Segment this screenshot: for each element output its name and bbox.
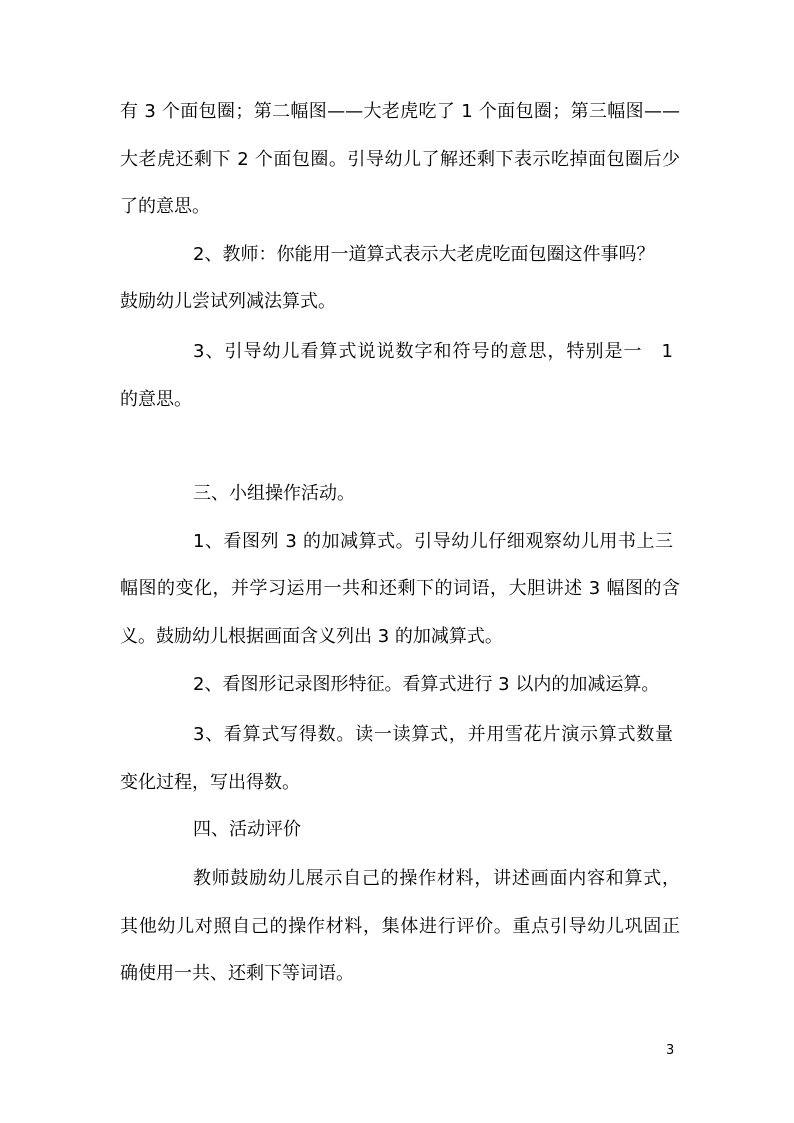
text-line: 义。鼓励幼儿根据画面含义列出 3 的加减算式。 (120, 626, 503, 647)
text-line: 2、看图形记录图形特征。看算式进行 3 以内的加减运算。 (193, 674, 660, 695)
text-line: 2、教师：你能用一道算式表示大老虎吃面包圈这件事吗？ (193, 244, 655, 265)
text-line: 确使用一共、还剩下等词语。 (120, 963, 354, 984)
text-line: 有 3 个面包圈；第二幅图——大老虎吃了 1 个面包圈；第三幅图—— (120, 101, 680, 122)
text-line: 1、看图列 3 的加减算式。引导幼儿仔细观察幼儿用书上三 (193, 531, 673, 552)
text-line: 3、看算式写得数。读一读算式，并用雪花片演示算式数量 (193, 724, 673, 745)
page-number: 3 (666, 1043, 675, 1058)
text-line: 变化过程，写出得数。 (120, 772, 300, 793)
section-heading: 四、活动评价 (193, 819, 301, 840)
text-line: 幅图的变化，并学习运用一共和还剩下的词语，大胆讲述 3 幅图的含 (120, 578, 680, 599)
text-line: 大老虎还剩下 2 个面包圈。引导幼儿了解还剩下表示吃掉面包圈后少 (120, 149, 680, 170)
text-line: 了的意思。 (120, 196, 210, 217)
text-line: 的意思。 (120, 389, 192, 410)
text-line: 教师鼓励幼儿展示自己的操作材料，讲述画面内容和算式， (193, 868, 680, 889)
text-line: 3、引导幼儿看算式说说数字和符号的意思，特别是一 1 (193, 341, 673, 362)
text-line: 其他幼儿对照自己的操作材料，集体进行评价。重点引导幼儿巩固正 (120, 916, 680, 937)
text-line: 鼓励幼儿尝试列减法算式。 (120, 291, 336, 312)
section-heading: 三、小组操作活动。 (193, 483, 355, 504)
